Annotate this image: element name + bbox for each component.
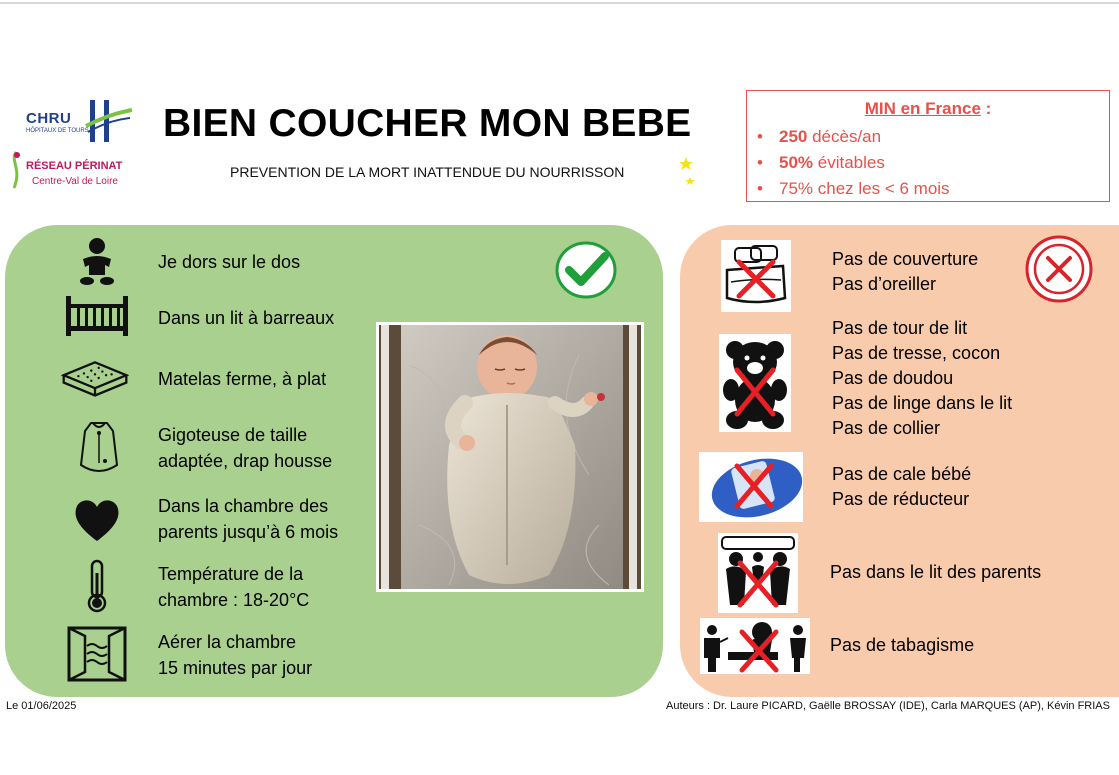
- checkmark-icon: [553, 240, 619, 300]
- baby-icon: [62, 234, 132, 290]
- baby-wedge-crossed-icon: [699, 452, 803, 522]
- teddy-bear-crossed-icon: [719, 334, 791, 432]
- mattress-icon: [60, 350, 130, 406]
- stats-box: [746, 90, 1110, 202]
- sleeping-bag-icon: [64, 420, 134, 476]
- stats-item: • 250 décès/an: [757, 127, 882, 146]
- stats-item: • 75% chez les < 6 mois: [757, 179, 950, 198]
- do-item-text: Dans un lit à barreaux: [158, 308, 335, 328]
- thermometer-icon: [62, 558, 132, 614]
- do-item-text: Gigoteuse de taille adaptée, drap housse: [158, 425, 333, 471]
- perinat-logo-subtitle: Centre-Val de Loire: [32, 176, 118, 187]
- footer-date: Le 01/06/2025: [6, 700, 77, 712]
- stats-title-label: MIN en France: [864, 99, 981, 118]
- stats-title: [747, 99, 1109, 119]
- do-item-text: Aérer la chambre 15 minutes par jour: [158, 632, 313, 678]
- cosleeping-crossed-icon: [718, 533, 798, 613]
- dont-item-text: Pas de cale bébé Pas de réducteur: [832, 464, 972, 509]
- do-item-text: Matelas ferme, à plat: [158, 369, 327, 389]
- window-icon: [62, 626, 132, 682]
- perinat-logo-title: RÉSEAU PÉRINAT: [26, 160, 123, 172]
- chru-logo-text: CHRU: [26, 110, 72, 127]
- do-item-text: Dans la chambre des parents jusqu’à 6 mois: [158, 496, 339, 542]
- do-item-text: Je dors sur le dos: [158, 252, 301, 272]
- crib-icon: [62, 288, 132, 344]
- heart-icon: [62, 492, 132, 548]
- chru-logo: [24, 96, 134, 146]
- chru-h-mark-icon: [84, 96, 134, 146]
- smoking-crossed-icon: [700, 618, 810, 674]
- perinat-logo: [8, 150, 138, 192]
- top-divider: [0, 2, 1119, 4]
- dont-item-text: Pas dans le lit des parents: [830, 562, 1042, 582]
- footer-authors: Auteurs : Dr. Laure PICARD, Gaëlle BROSSAY (IDE), Carla MARQUES (AP), Kévin FRIAS: [665, 700, 1110, 712]
- stats-item: • 50% évitables: [757, 153, 885, 172]
- page-title: BIEN COUCHER MON BEBE: [163, 102, 692, 145]
- moon-stars-icon: [640, 155, 700, 205]
- sleeping-baby-image: [376, 322, 644, 592]
- chru-logo-subtext: HÔPITAUX DE TOURS: [26, 128, 89, 134]
- blanket-pillow-crossed-icon: [721, 240, 791, 312]
- dont-item-text: Pas de tabagisme: [830, 635, 975, 655]
- page-subtitle: PREVENTION DE LA MORT INATTENDUE DU NOURRISSON: [230, 164, 625, 180]
- stats-list: [757, 124, 950, 202]
- forbidden-cross-icon: [1024, 234, 1094, 304]
- dont-item-text: Pas de couverture Pas d’oreiller: [832, 249, 979, 294]
- dont-item-text: Pas de tour de lit Pas de tresse, cocon Pas de doudou Pas de linge dans le lit Pas de collier: [832, 318, 1013, 438]
- stats-title-colon: :: [980, 99, 992, 118]
- do-item-text: Température de la chambre : 18-20°C: [158, 564, 310, 610]
- perinat-mark-icon: [8, 150, 24, 190]
